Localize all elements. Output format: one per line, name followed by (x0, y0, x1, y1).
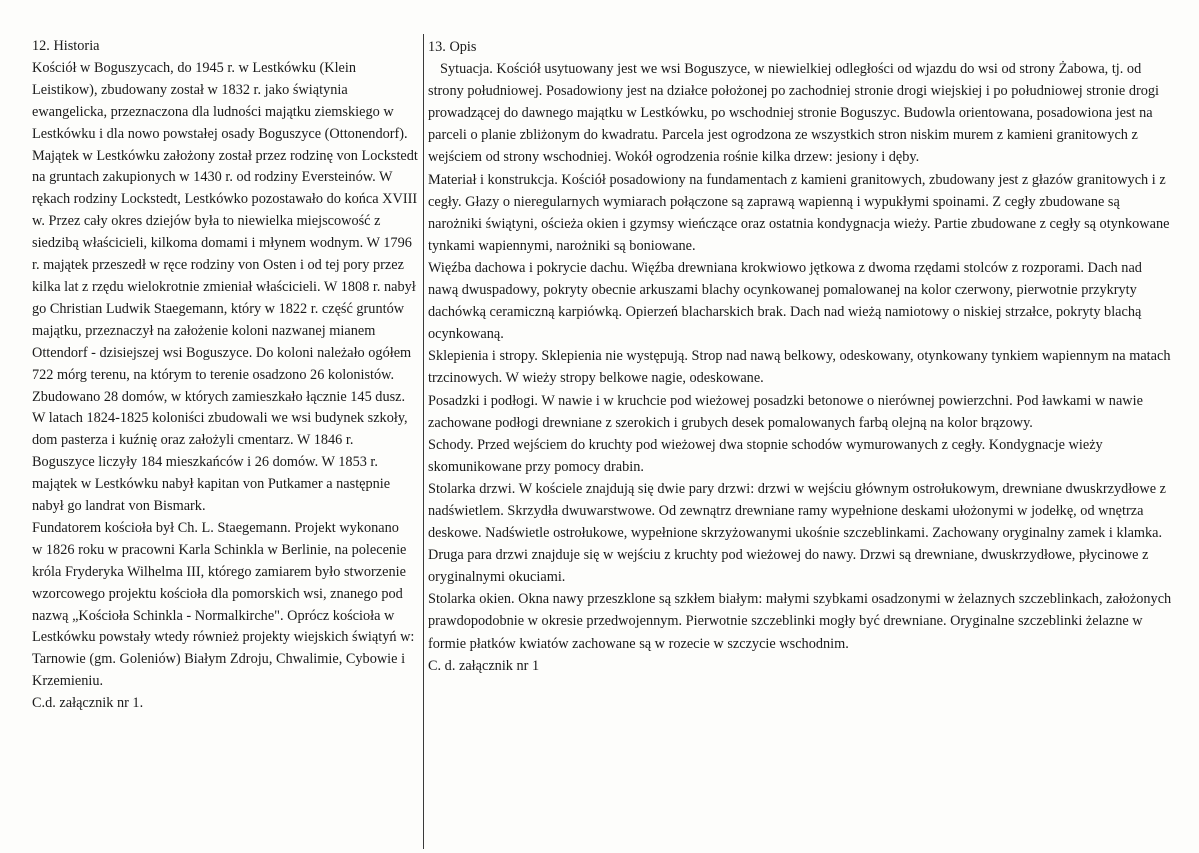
history-line: Majątek w Lestkówku założony został przez rodzinę von Lockstedt (32, 147, 418, 164)
description-line: formie płatków kwiatów zachowane są w rozecie w szczycie wschodnim. (428, 635, 849, 652)
description-line: Więźba dachowa i pokrycie dachu. Więźba drewniana krokwiowo jętkowa z dwoma rzędami stolców z rozporami. Dach nad (428, 259, 1142, 276)
description-line: prowadzącej do dawnego majątku w Lestkówku, po wschodniej stronie Boguszyc. Budowla orientowana, posadowiona jest na (428, 105, 1153, 122)
description-line: strony południowej. Posadowiony jest na działce położonej po zachodniej stronie drogi wiejskiej i po południowej stronie drogi (428, 83, 1159, 100)
history-continuation-note: C.d. załącznik nr 1. (32, 695, 144, 712)
history-line: nabył go landrat von Bismark. (32, 498, 206, 515)
description-line: Druga para drzwi znajduje się w wejściu z kruchty pod wieżowej do nawy. Drzwi są drewniane, dwuskrzydłowe, płycinowe z (428, 547, 1149, 564)
history-line: dom pasterza i kuźnię oraz założyli cmentarz. W 1846 r. (32, 432, 354, 449)
history-line: go Christian Ludwik Staegemann, który w 1822 r. część gruntów (32, 300, 405, 317)
history-line: nazwą „Kościoła Schinkla - Normalkirche". Oprócz kościoła w (32, 607, 395, 624)
history-line: Krzemieniu. (32, 673, 104, 690)
description-line: trzcinowych. W wieży stropy belkowe nagie, odeskowane. (428, 370, 764, 387)
description-line: oryginalnymi okuciami. (428, 569, 566, 586)
history-line: r. majątek przeszedł w ręce rodziny von Osten i od tej pory przez (32, 257, 404, 274)
description-line: Sklepienia i stropy. Sklepienia nie występują. Strop nad nawą belkowy, odeskowany, otynkowany tynkiem wapiennym na matach (428, 348, 1171, 365)
history-line: ewangelicka, przeznaczona dla ludności majątku ziemskiego w (32, 103, 394, 120)
history-line: siedzibą właścicieli, kilkoma domami i młynem wodnym. W 1796 (32, 235, 412, 252)
description-text (428, 58, 1170, 677)
description-line: Sytuacja. Kościół usytuowany jest we wsi Boguszyce, w niewielkiej odległości od wjazdu do wsi od strony Żabowa, tj. od (440, 61, 1142, 78)
history-line: króla Fryderyka Wilhelma III, którego zamiarem było stworzenie (32, 563, 406, 580)
description-line: tynkami wapiennymi, narożniki są boniowane. (428, 237, 696, 254)
history-line: Lestkówku i dla nowo powstałej osady Boguszyce (Ottonendorf). (32, 125, 408, 142)
history-line: 722 mórg terenu, na którym to terenie osadzono 26 kolonistów. (32, 366, 395, 383)
description-line: narożniki świątyni, ościeża okien i gzymsy wieńczące oraz ostatnia kondygnacja wieży. Partie zbudowane z cegły są otynkowane (428, 215, 1170, 232)
description-line: zachowane podłogi drewniane z szerokich i grubych desek pomalowanych farbą olejną na kolor brązowy. (428, 414, 1033, 431)
history-line: Zbudowano 28 domów, w których zamieszkało łącznie 145 dusz. (32, 388, 406, 405)
history-line: Leistikow), zbudowany został w 1832 r. jako świątynia (32, 81, 348, 98)
history-line: Tarnowie (gm. Goleniów) Białym Zdroju, Chwalimie, Cybowie i (32, 651, 406, 668)
description-continuation-note: C. d. załącznik nr 1 (428, 657, 540, 674)
description-line: dachówką ceramiczną karpiówką. Opierzeń blacharskich brak. Dach nad wieżą namiotowy o niskiej strzałce, pokryty blachą (428, 304, 1142, 321)
history-column (32, 36, 418, 715)
column-divider (423, 34, 424, 849)
history-line: kilka lat z rzędu wielokrotnie zmieniał właścicieli. W 1808 r. nabył (32, 278, 416, 295)
history-line: majątku, przeznaczył na założenie koloni nazwanej mianem (32, 322, 376, 339)
history-line: wzorcowego projektu kościoła dla pomorskich wsi, znanego pod (32, 585, 403, 602)
description-line: Stolarka drzwi. W kościele znajdują się dwie pary drzwi: drzwi w wejściu głównym ostrołukowym, drewniane dwuskrzydłowe z (428, 480, 1166, 497)
description-line: Stolarka okien. Okna nawy przeszklone są szkłem białym: małymi szybkami osadzonymi w żelaznych szczeblinkach, założonych (428, 591, 1172, 608)
description-title: 13. Opis (428, 39, 477, 55)
description-line: nadświetlem. Skrzydła dwuwarstwowe. Od zewnątrz drewniane ramy wypełnione deskami ułożonymi w jodełkę, od wnętrza (428, 502, 1144, 519)
history-line: w 1826 roku w pracowni Karla Schinkla w Berlinie, na polecenie (32, 541, 407, 558)
history-line: w. Przez cały okres dziejów była to niewielka miejscowość z (32, 213, 381, 230)
description-line: Materiał i konstrukcja. Kościół posadowiony na fundamentach z kamieni granitowych, zbudowany jest z głazów granitowych i z (428, 171, 1166, 188)
history-line: majątek w Lestkówku nabył kapitan von Putkamer a następnie (32, 476, 391, 493)
description-line: wejściem od strony wschodniej. Wokół ogrodzenia rośnie kilka drzew: jesiony i dęby. (428, 149, 920, 166)
description-line: parceli o planie zbliżonym do kwadratu. Parcela jest ogrodzona ze wszystkich stron niskim murem z kamieni granitowych z (428, 127, 1138, 144)
description-line: nawą dwuspadowy, pokryty obecnie arkuszami blachy ocynkowanej pomalowanej na kolor czerwony, pierwotnie przykryty (428, 282, 1137, 299)
history-line: Lestkówku powstały wtedy również projekty wiejskich świątyń w: (32, 629, 415, 646)
description-line: deskowe. Nadświetle ostrołukowe, wypełnione skrzyżowanymi ukośnie szczeblinkami. Zachowany oryginalny zamek i klamka. (428, 525, 1163, 542)
history-line: Fundatorem kościoła był Ch. L. Staegemann. Projekt wykonano (32, 519, 399, 536)
history-line: Kościół w Boguszycach, do 1945 r. w Lestkówku (Klein (32, 59, 357, 76)
history-line: rękach rodziny Lockstedt, Lestkówko pozostawało do końca XVIII (32, 191, 418, 208)
description-line: cegły. Głazy o nieregularnych wymiarach połączone są zaprawą wapienną i wypukłymi spoinami. Z cegły zbudowane są (428, 193, 1120, 210)
description-line: skomunikowane przy pomocy drabin. (428, 458, 644, 475)
history-line: Boguszyce liczyły 184 mieszkańców i 26 domów. W 1853 r. (32, 454, 378, 471)
description-line: Schody. Przed wejściem do kruchty pod wieżowej dwa stopnie schodów wymurowanych z cegły. Kondygnacje wieży (428, 436, 1103, 453)
history-title: 12. Historia (32, 38, 100, 54)
description-line: Posadzki i podłogi. W nawie i w kruchcie pod wieżowej posadzki betonowe o nierównej powierzchni. Pod ławkami w nawie (428, 392, 1143, 409)
description-column (428, 36, 1170, 677)
history-text (32, 58, 418, 715)
history-line: na gruntach zakupionych w 1430 r. od rodziny Eversteinów. W (32, 169, 393, 186)
description-line: ocynkowaną. (428, 326, 504, 343)
history-line: W latach 1824-1825 koloniści zbudowali we wsi budynek szkoły, (32, 410, 408, 427)
description-line: prawdopodobnie w okresie przedwojennym. Pierwotnie szczeblinki mogły być drewniane. Oryginalne szczeblinki żelazne w (428, 613, 1143, 630)
history-line: Ottendorf - dzisiejszej wsi Boguszyce. Do koloni należało ogółem (32, 344, 412, 361)
